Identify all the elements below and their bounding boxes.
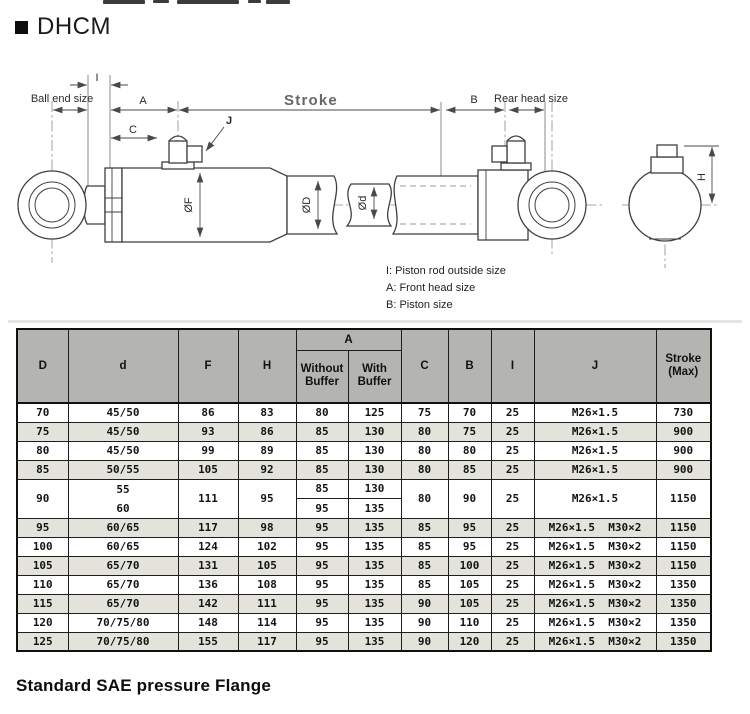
cell-d: 60/65 [68, 537, 178, 556]
cell-I: 25 [491, 594, 534, 613]
col-header-stroke-max: Stroke (Max) [656, 329, 711, 403]
cell-A-with: 135 [348, 632, 401, 651]
cell-H: 98 [238, 518, 296, 537]
cell-stroke: 1350 [656, 575, 711, 594]
dim-label-stroke: Stroke [284, 92, 338, 109]
dim-label-dia-D: ØD [301, 196, 313, 214]
cell-B: 95 [448, 518, 491, 537]
cell-d: 65/70 [68, 556, 178, 575]
col-header-with-buffer: With Buffer [348, 350, 401, 403]
front-head-gland [105, 168, 122, 242]
cell-I: 25 [491, 632, 534, 651]
cell-F: 117 [178, 518, 238, 537]
cell-I: 25 [491, 537, 534, 556]
cell-F: 131 [178, 556, 238, 575]
legend-line-A: A: Front head size [386, 282, 476, 294]
cell-D: 95 [17, 518, 68, 537]
cell-A-with: 135 [348, 594, 401, 613]
col-header-A-group: A [296, 329, 401, 350]
cell-d: 50/55 [68, 460, 178, 479]
end-view-boss [651, 157, 683, 173]
clipped-text-artifact [153, 0, 169, 3]
cell-stroke: 900 [656, 441, 711, 460]
cell-J: M26×1.5 [534, 460, 656, 479]
cell-stroke: 730 [656, 403, 711, 422]
cell-I: 25 [491, 403, 534, 422]
cell-D: 110 [17, 575, 68, 594]
cell-d: 45/50 [68, 403, 178, 422]
cell-F: 124 [178, 537, 238, 556]
cell-B: 95 [448, 537, 491, 556]
cell-C: 90 [401, 594, 448, 613]
col-header-F: F [178, 329, 238, 403]
cell-F: 136 [178, 575, 238, 594]
tube-right-segment [393, 176, 478, 234]
dim-label-C: C [129, 124, 137, 136]
cell-J: M26×1.5 M30×2 [534, 632, 656, 651]
cell-J: M26×1.5 [534, 441, 656, 460]
cell-J: M26×1.5 [534, 403, 656, 422]
cell-I: 25 [491, 613, 534, 632]
cell-F: 148 [178, 613, 238, 632]
cell-A-with: 135 [348, 556, 401, 575]
cell-H: 117 [238, 632, 296, 651]
cell-d: 45/50 [68, 422, 178, 441]
dim-label-H: H [696, 173, 708, 181]
cell-C: 80 [401, 422, 448, 441]
cell-F: 99 [178, 441, 238, 460]
cell-A-with: 130 [348, 441, 401, 460]
cell-J: M26×1.5 M30×2 [534, 575, 656, 594]
cell-A-without: 85 [296, 460, 348, 479]
cell-D: 125 [17, 632, 68, 651]
front-port-nub [187, 146, 202, 162]
col-header-B: B [448, 329, 491, 403]
cell-D: 80 [17, 441, 68, 460]
cell-stroke: 1150 [656, 479, 711, 518]
clipped-text-artifact [103, 0, 145, 4]
cell-d: 70/75/80 [68, 613, 178, 632]
dim-label-dia-d: Ød [357, 195, 369, 211]
cell-D: 75 [17, 422, 68, 441]
cell-D: 100 [17, 537, 68, 556]
cell-d: 65/70 [68, 575, 178, 594]
section-title [15, 13, 111, 41]
cell-C: 80 [401, 460, 448, 479]
dim-label-dia-F: ØF [183, 197, 195, 213]
cell-B: 100 [448, 556, 491, 575]
cell-d: 60/65 [68, 518, 178, 537]
cylinder-barrel [122, 168, 287, 242]
cell-I: 25 [491, 518, 534, 537]
cell-A-without: 95 [296, 632, 348, 651]
cell-D: 120 [17, 613, 68, 632]
cell-B: 105 [448, 575, 491, 594]
cell-H: 86 [238, 422, 296, 441]
cell-C: 85 [401, 556, 448, 575]
cell-H: 114 [238, 613, 296, 632]
cell-I: 25 [491, 479, 534, 518]
cell-A-without: 95 [296, 594, 348, 613]
col-header-C: C [401, 329, 448, 403]
cell-F: 142 [178, 594, 238, 613]
cell-J: M26×1.5 [534, 422, 656, 441]
cylinder-technical-drawing [0, 55, 750, 327]
cell-I: 25 [491, 575, 534, 594]
clipped-text-artifact [266, 0, 290, 4]
cell-stroke: 900 [656, 422, 711, 441]
cell-stroke: 1350 [656, 594, 711, 613]
cell-A-without: 95 [296, 556, 348, 575]
cell-J: M26×1.5 M30×2 [534, 556, 656, 575]
cell-F: 105 [178, 460, 238, 479]
col-header-d: d [68, 329, 178, 403]
cell-B: 110 [448, 613, 491, 632]
cell-J: M26×1.5 M30×2 [534, 594, 656, 613]
cell-C: 80 [401, 441, 448, 460]
clipped-text-artifact [248, 0, 261, 3]
cell-stroke: 1150 [656, 518, 711, 537]
cell-H: 95 [238, 479, 296, 518]
footer-note: Standard SAE pressure Flange [16, 676, 272, 695]
cell-D: 105 [17, 556, 68, 575]
cell-d: 65/70 [68, 594, 178, 613]
cell-F: 86 [178, 403, 238, 422]
cell-J: M26×1.5 M30×2 [534, 613, 656, 632]
cell-stroke: 1150 [656, 556, 711, 575]
cell-B: 80 [448, 441, 491, 460]
cell-B: 105 [448, 594, 491, 613]
end-view-ball [629, 169, 701, 241]
cell-stroke: 1350 [656, 613, 711, 632]
dim-label-B: B [470, 94, 478, 106]
cell-I: 25 [491, 441, 534, 460]
cell-D: 70 [17, 403, 68, 422]
cell-A-with: 135 [348, 575, 401, 594]
cell-D: 85 [17, 460, 68, 479]
col-header-I: I [491, 329, 534, 403]
cell-F: 111 [178, 479, 238, 518]
cell-A-with: 125 [348, 403, 401, 422]
cell-A-without: 85 [296, 441, 348, 460]
cell-D: 115 [17, 594, 68, 613]
col-header-without-buffer: Without Buffer [296, 350, 348, 403]
cylinder-body [18, 136, 701, 242]
cell-I: 25 [491, 556, 534, 575]
cell-H: 92 [238, 460, 296, 479]
end-view-boss-top [657, 145, 677, 157]
cell-B: 90 [448, 479, 491, 518]
col-header-D: D [17, 329, 68, 403]
cell-A-without: 95 [296, 518, 348, 537]
cell-A-without: 85 [296, 422, 348, 441]
rod-neck [84, 186, 105, 224]
cell-C: 85 [401, 518, 448, 537]
cell-A-without: 85 [296, 479, 348, 499]
cell-H: 105 [238, 556, 296, 575]
legend-line-I: I: Piston rod outside size [386, 265, 506, 277]
front-port-pipe [169, 141, 187, 163]
cell-A-without: 95 [296, 613, 348, 632]
rear-port-pipe [507, 141, 525, 163]
scan-smear-artifact [8, 320, 742, 323]
cell-J: M26×1.5 M30×2 [534, 518, 656, 537]
bullet-square-icon [15, 21, 28, 34]
cell-C: 90 [401, 632, 448, 651]
cell-B: 120 [448, 632, 491, 651]
cell-stroke: 1150 [656, 537, 711, 556]
cell-H: 89 [238, 441, 296, 460]
rear-port-nub [492, 146, 507, 162]
cell-J: M26×1.5 M30×2 [534, 537, 656, 556]
cell-A-with: 130 [348, 422, 401, 441]
cell-I: 25 [491, 460, 534, 479]
cell-d: 45/50 [68, 441, 178, 460]
cell-A-with: 135 [348, 613, 401, 632]
col-header-J: J [534, 329, 656, 403]
cell-A-without: 95 [296, 537, 348, 556]
cell-H: 108 [238, 575, 296, 594]
cell-C: 90 [401, 613, 448, 632]
dim-label-rear-head-size: Rear head size [494, 93, 568, 105]
cell-F: 93 [178, 422, 238, 441]
cell-A-with: 135 [348, 518, 401, 537]
cell-H: 111 [238, 594, 296, 613]
dim-label-A: A [139, 95, 147, 107]
cell-B: 85 [448, 460, 491, 479]
clipped-text-artifact [177, 0, 239, 4]
cell-d: 70/75/80 [68, 632, 178, 651]
cell-D: 90 [17, 479, 68, 518]
spec-table [16, 328, 712, 652]
cell-A-with: 135 [348, 537, 401, 556]
cell-J: M26×1.5 [534, 479, 656, 518]
cell-C: 75 [401, 403, 448, 422]
dim-label-I: I [95, 72, 99, 84]
cell-B: 75 [448, 422, 491, 441]
cell-F: 155 [178, 632, 238, 651]
spec-table-wrap [16, 328, 712, 652]
cell-C: 85 [401, 575, 448, 594]
col-header-H: H [238, 329, 296, 403]
cell-I: 25 [491, 422, 534, 441]
rear-port-base [501, 163, 531, 170]
cell-C: 85 [401, 537, 448, 556]
piston-rod-break [347, 184, 391, 226]
cell-A-with: 130 [348, 479, 401, 499]
cell-C: 80 [401, 479, 448, 518]
legend-line-B: B: Piston size [386, 299, 453, 311]
cell-A-with: 135 [348, 499, 401, 519]
cell-H: 83 [238, 403, 296, 422]
cell-d: 55 60 [68, 479, 178, 518]
cell-A-without: 95 [296, 499, 348, 519]
cell-B: 70 [448, 403, 491, 422]
dim-label-ball-end-size: Ball end size [30, 93, 94, 105]
cell-A-without: 95 [296, 575, 348, 594]
cell-A-with: 130 [348, 460, 401, 479]
cell-stroke: 900 [656, 460, 711, 479]
cell-A-without: 80 [296, 403, 348, 422]
cell-stroke: 1350 [656, 632, 711, 651]
cell-H: 102 [238, 537, 296, 556]
dim-label-J: J [225, 115, 233, 127]
model-name: DHCM [37, 13, 111, 40]
